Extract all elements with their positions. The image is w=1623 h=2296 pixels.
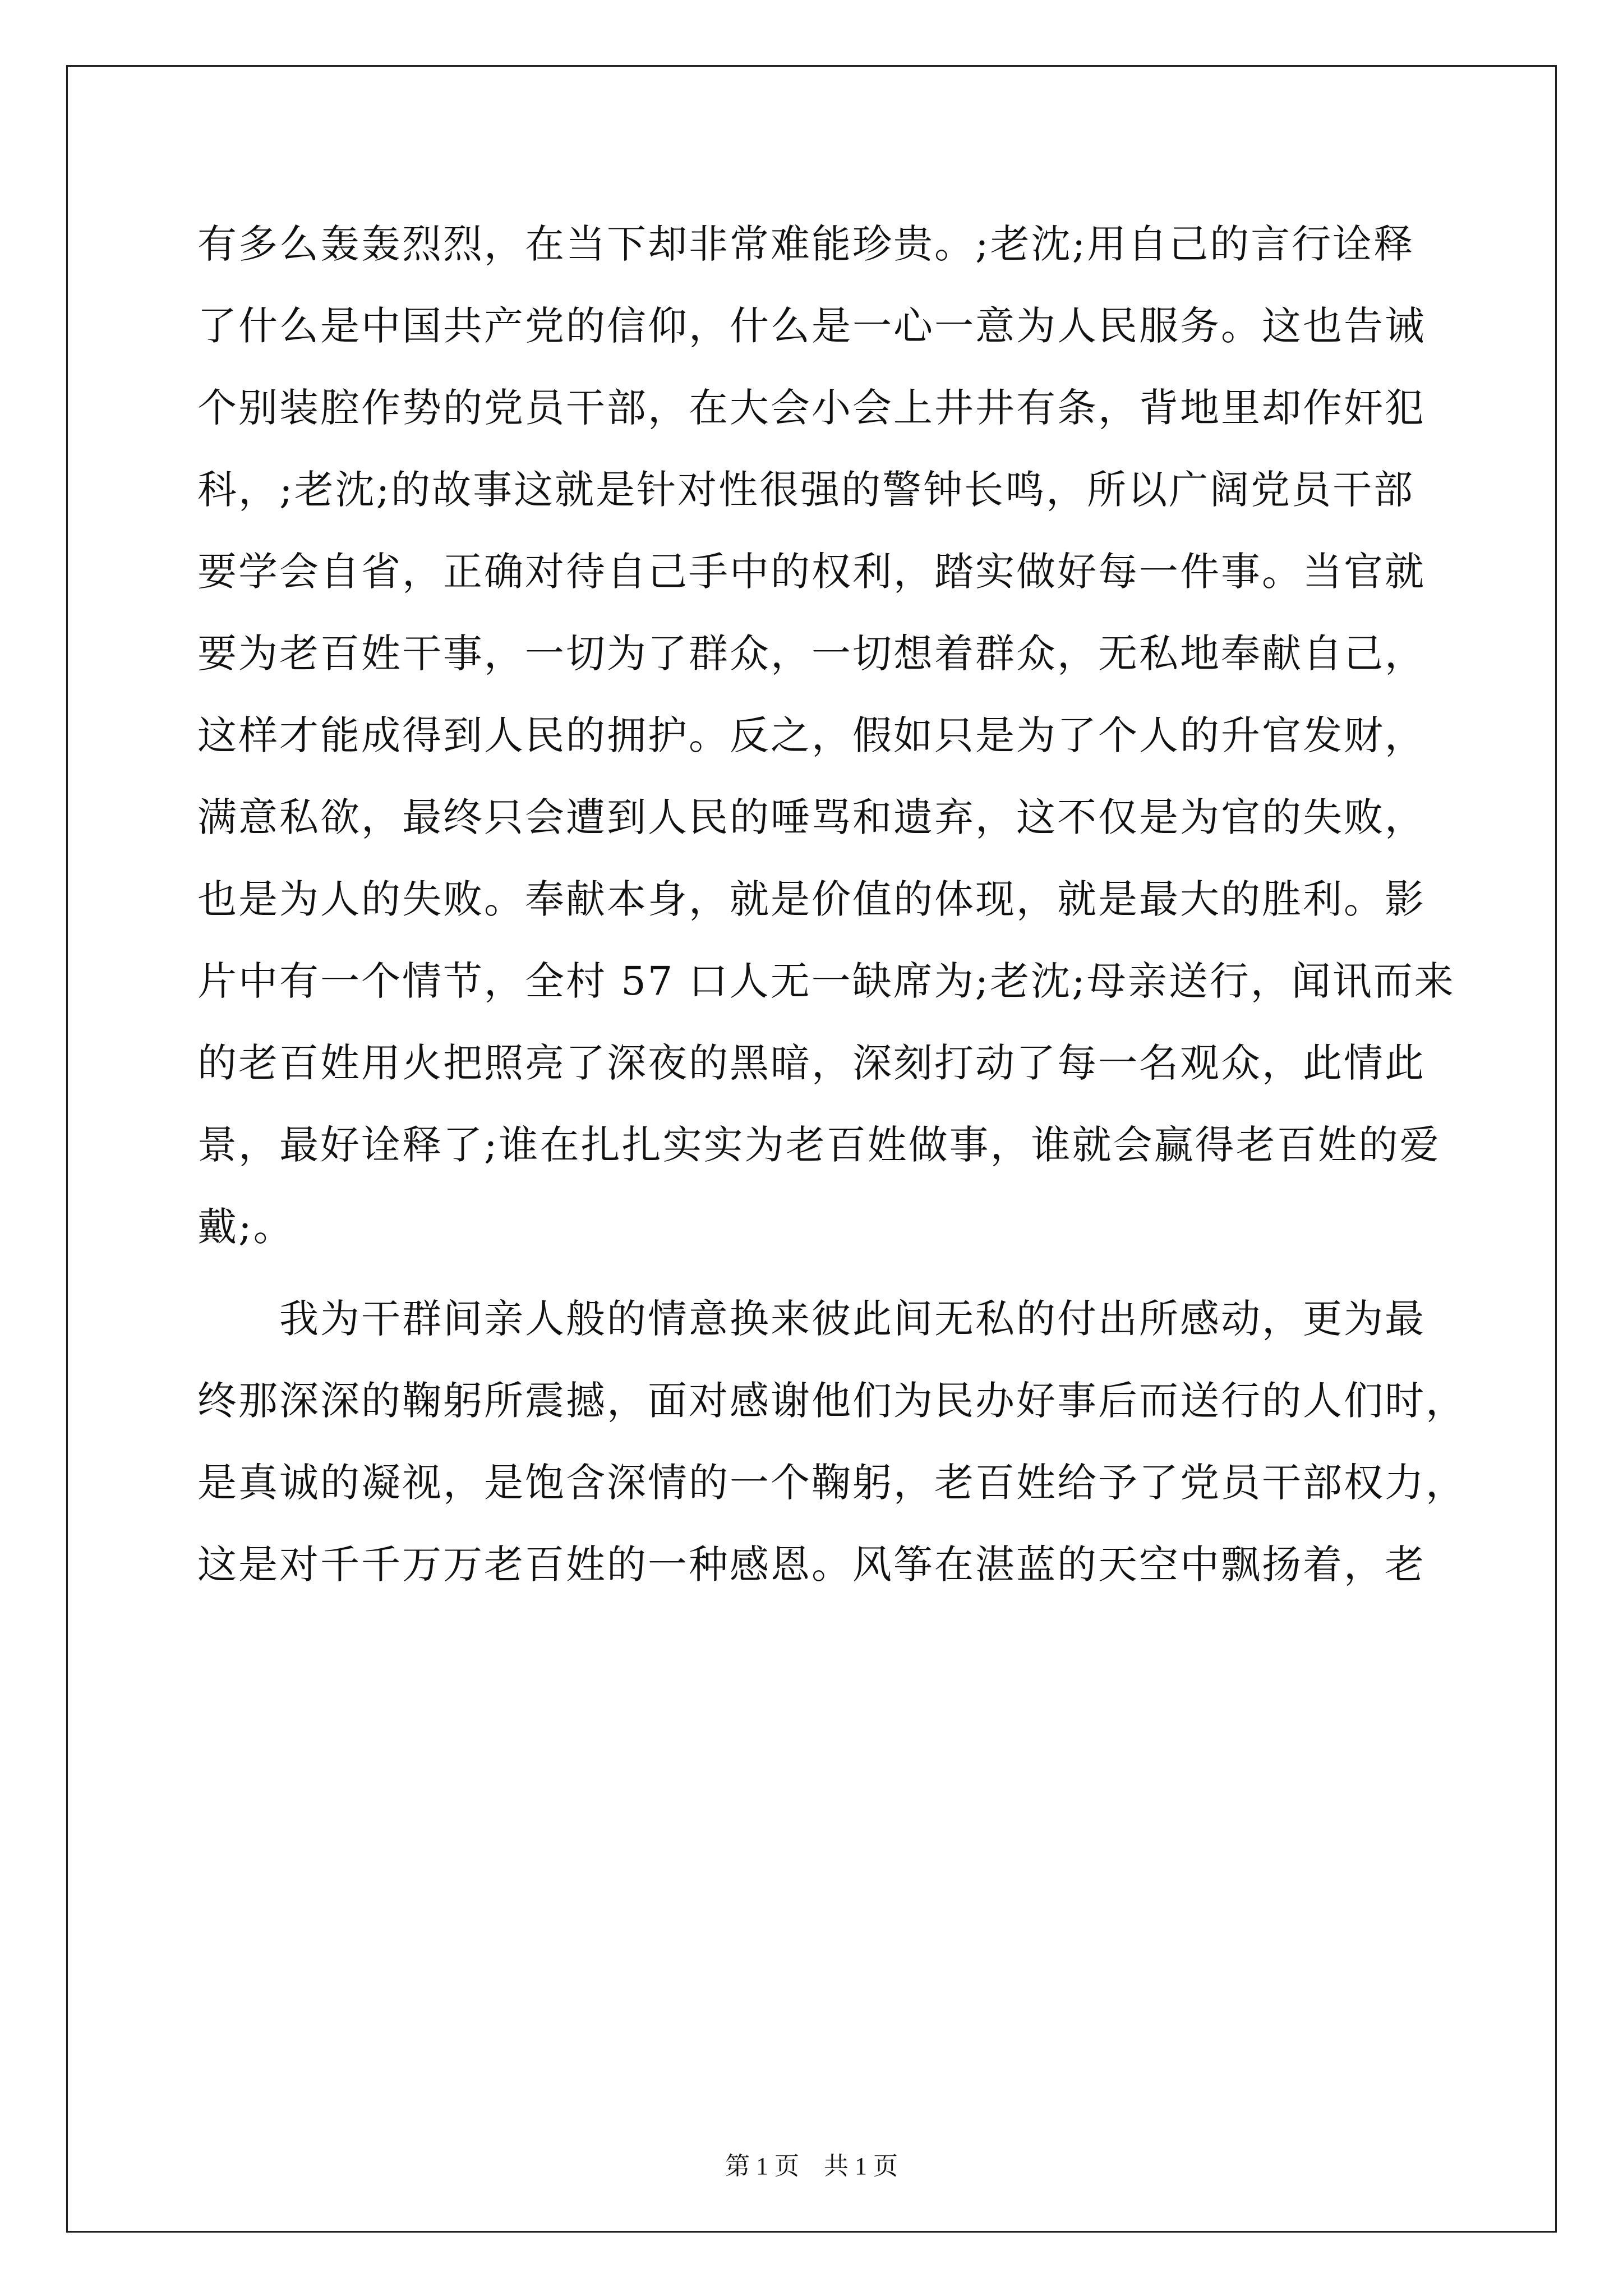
text-line: 景，最好诠释了;谁在扎扎实实为老百姓做事，谁就会赢得老百姓的爱 <box>197 1122 1441 1168</box>
text-line: 我为干群间亲人般的情意换来彼此间无私的付出所感动，更为最 <box>279 1296 1426 1342</box>
text-line: 个别装腔作势的党员干部，在大会小会上井井有条，背地里却作奸犯 <box>197 385 1426 431</box>
document-body <box>197 203 1465 1605</box>
text-line: 戴;。 <box>197 1204 294 1250</box>
paragraph-spacer <box>197 1268 1465 1278</box>
text-line: 这样才能成得到人民的拥护。反之，假如只是为了个人的升官发财， <box>197 712 1426 758</box>
text-line: 要为老百姓干事，一切为了群众，一切想着群众，无私地奉献自己， <box>197 631 1426 677</box>
text-line: 也是为人的失败。奉献本身，就是价值的体现，就是最大的胜利。影 <box>197 876 1426 922</box>
text-line: 有多么轰轰烈烈，在当下却非常难能珍贵。;老沈;用自己的言行诠释 <box>197 221 1415 267</box>
text-line: 的老百姓用火把照亮了深夜的黑暗，深刻打动了每一名观众，此情此 <box>197 1040 1426 1086</box>
text-line: 了什么是中国共产党的信仰，什么是一心一意为人民服务。这也告诫 <box>197 303 1426 349</box>
page-number-footer: 第 1 页 共 1 页 <box>725 2152 898 2180</box>
paragraph-2 <box>197 1278 1465 1605</box>
text-line: 满意私欲，最终只会遭到人民的唾骂和遗弃，这不仅是为官的失败， <box>197 794 1426 840</box>
text-line: 终那深深的鞠躬所震撼，面对感谢他们为民办好事后而送行的人们时， <box>197 1378 1467 1424</box>
text-line: 要学会自省，正确对待自己手中的权利，踏实做好每一件事。当官就 <box>197 549 1426 595</box>
text-line: 科，;老沈;的故事这就是针对性很强的警钟长鸣，所以广阔党员干部 <box>197 467 1415 513</box>
text-line: 片中有一个情节，全村 57 口人无一缺席为;老沈;母亲送行，闻讯而来 <box>197 958 1455 1004</box>
text-line: 是真诚的凝视，是饱含深情的一个鞠躬，老百姓给予了党员干部权力， <box>197 1460 1467 1506</box>
text-line: 这是对千千万万老百姓的一种感恩。风筝在湛蓝的天空中飘扬着，老 <box>197 1542 1426 1588</box>
paragraph-1 <box>197 203 1465 1268</box>
